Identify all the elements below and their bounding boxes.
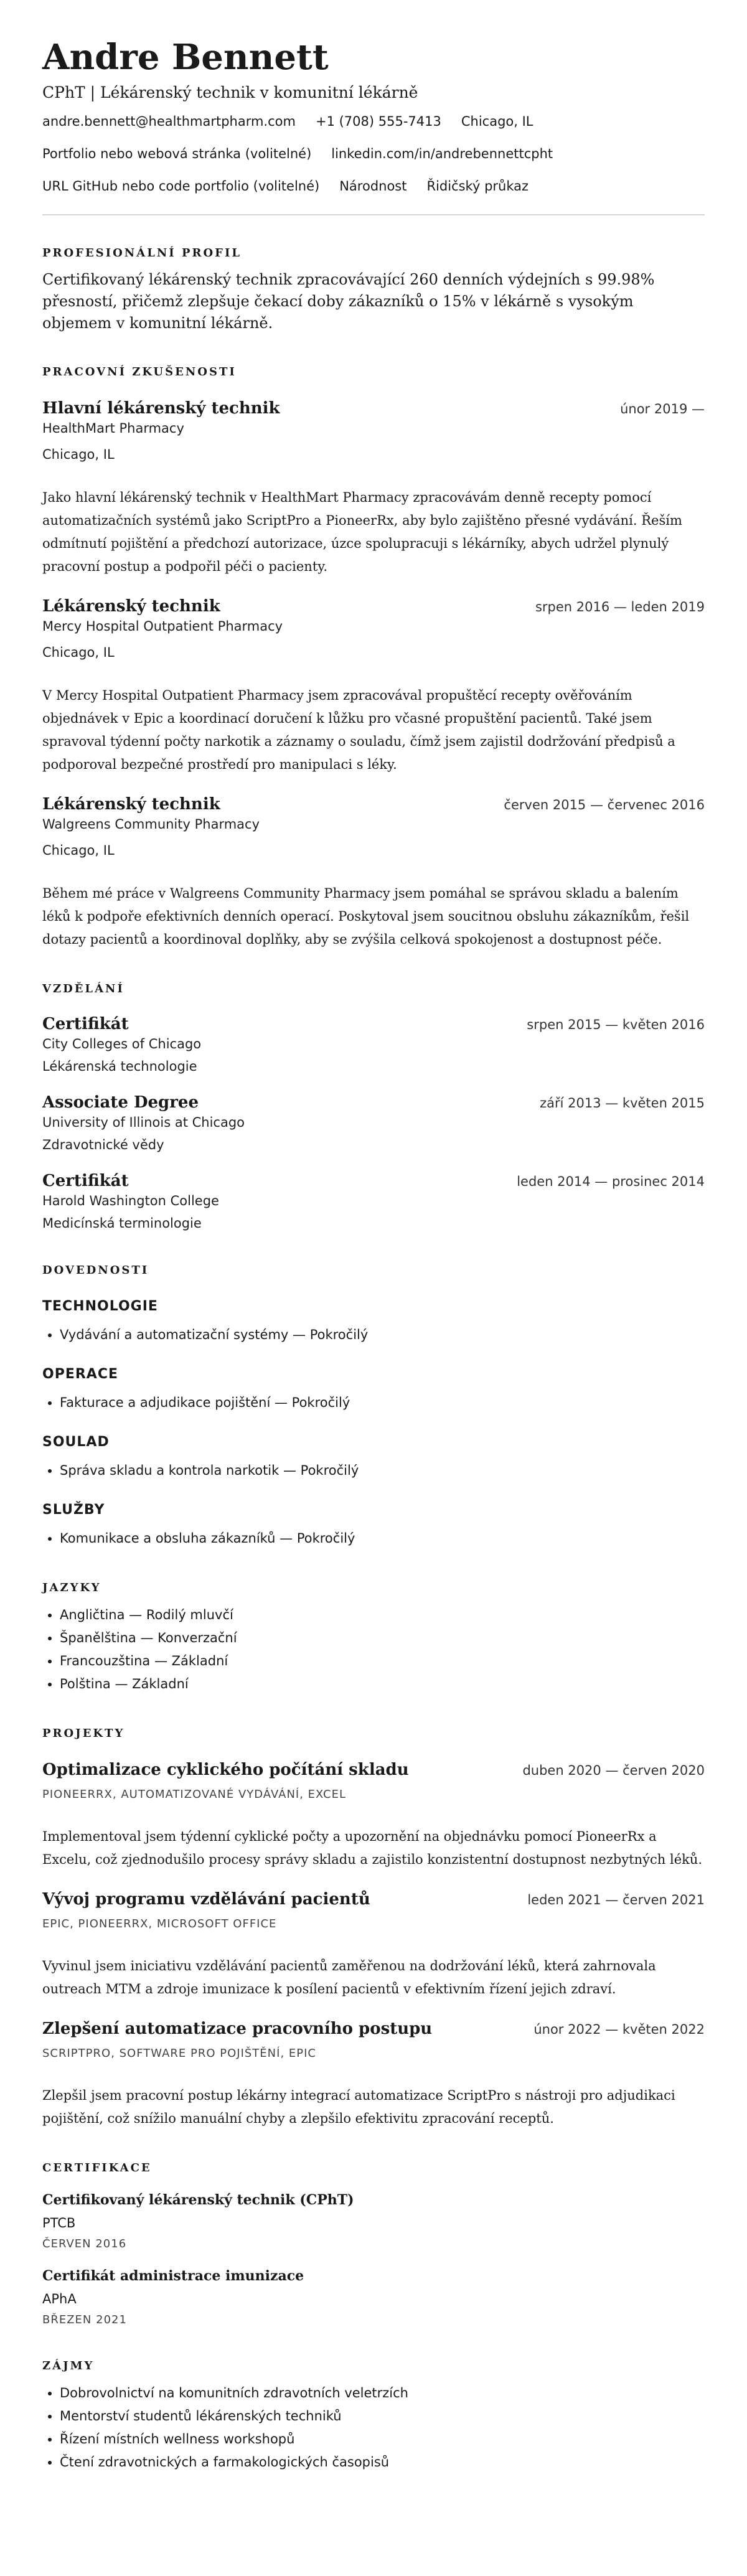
job-location: Chicago, IL xyxy=(42,843,115,858)
contact-portfolio[interactable]: Portfolio nebo webová stránka (volitelné) xyxy=(42,146,312,161)
certification-date: BŘEZEN 2021 xyxy=(42,2313,127,2326)
job-location: Chicago, IL xyxy=(42,645,115,660)
contact-row-2 xyxy=(42,144,705,163)
skill-item: • Správa skladu a kontrola narkotik — Pokročilý xyxy=(60,1459,705,1482)
education-entry xyxy=(42,1013,705,1076)
certification-name: Certifikát administrace imunizace xyxy=(42,2268,304,2284)
job-title: Lékárenský technik xyxy=(42,597,220,616)
education-date: srpen 2015 — květen 2016 xyxy=(527,1017,705,1032)
skill-list xyxy=(42,1459,705,1482)
project-name: Zlepšení automatizace pracovního postupu xyxy=(42,2019,433,2038)
experience-entry xyxy=(42,794,705,951)
skill-item: • Komunikace a obsluha zákazníků — Pokročilý xyxy=(60,1527,705,1550)
interest-item: • Mentorství studentů lékárenských techniků xyxy=(60,2405,705,2428)
skill-list xyxy=(42,1527,705,1550)
project-date: duben 2020 — červen 2020 xyxy=(522,1763,705,1778)
language-item: • Polština — Základní xyxy=(60,1673,705,1696)
contact-github[interactable]: URL GitHub nebo code portfolio (volitelné) xyxy=(42,179,320,194)
skill-category: SOULAD xyxy=(42,1434,110,1450)
certification-entry xyxy=(42,2266,705,2328)
profile-summary: Certifikovaný lékárenský technik zpracovávající 260 denních výdejních s 99.98% přesností, přičemž zlepšuje čekací doby zákazníků o 15% v lékárně s vysokým objemem v komunitní lékárně. xyxy=(42,271,655,332)
job-description: V Mercy Hospital Outpatient Pharmacy jsem zpracovával propuštěcí recepty ověřováním objednávek v Epic a koordinací doručení k lůžku pro včasné propuštění pacientů. Také jsem spravoval týdenní počty narkotik a záznamy o souladu, čímž jsem zajistil dodržování předpisů a podporoval bezpečné prostředí pro manipulaci s léky. xyxy=(42,688,675,772)
contact-location: Chicago, IL xyxy=(461,114,533,129)
contact-email[interactable]: andre.bennett@healthmartpharm.com xyxy=(42,114,296,129)
education-school: City Colleges of Chicago xyxy=(42,1037,202,1051)
job-company: Mercy Hospital Outpatient Pharmacy xyxy=(42,619,283,634)
job-title: Hlavní lékárenský technik xyxy=(42,399,280,418)
job-description: Jako hlavní lékárenský technik v HealthMart Pharmacy zpracovávám denně recepty pomocí automatizačních systémů jako ScriptPro a PioneerRx, aby bylo zajištěno přesné vydávání. Řeším odmítnutí pojištění a předchozí autorizace, úzce spolupracuji s lékárníky, abych udržel plynulý pracovní postup a podpořil péči o pacienty. xyxy=(42,490,682,574)
project-entry xyxy=(42,1889,705,2001)
contact-nationality: Národnost xyxy=(339,179,407,194)
project-tags: PIONEERRX, AUTOMATIZOVANÉ VYDÁVÁNÍ, EXCEL xyxy=(42,1788,347,1801)
project-name: Vývoj programu vzdělávání pacientů xyxy=(42,1890,370,1909)
project-name: Optimalizace cyklického počítání skladu xyxy=(42,1760,409,1779)
contact-linkedin[interactable]: linkedin.com/in/andrebennettcpht xyxy=(331,146,553,161)
experience-entry xyxy=(42,398,705,578)
header-divider xyxy=(42,214,705,215)
education-degree: Certifikát xyxy=(42,1172,129,1190)
job-title: Lékárenský technik xyxy=(42,795,220,814)
education-degree: Certifikát xyxy=(42,1015,129,1033)
skill-list xyxy=(42,1391,705,1414)
certification-entry xyxy=(42,2190,705,2252)
certification-name: Certifikovaný lékárenský technik (CPhT) xyxy=(42,2192,354,2208)
job-date: únor 2019 — xyxy=(620,402,705,416)
language-item: • Angličtina — Rodilý mluvčí xyxy=(60,1604,705,1627)
project-date: únor 2022 — květen 2022 xyxy=(533,2022,705,2037)
interest-item: • Čtení zdravotnických a farmakologických časopisů xyxy=(60,2451,705,2474)
certification-issuer: APhA xyxy=(42,2292,77,2306)
certification-issuer: PTCB xyxy=(42,2216,76,2230)
language-item: • Španělština — Konverzační xyxy=(60,1627,705,1650)
project-entry xyxy=(42,2018,705,2130)
project-description: Implementoval jsem týdenní cyklické počty a upozornění na objednávku pomocí PioneerRx a Excelu, což zjednodušilo procesy správy skladu a zajistilo konzistentní dostupnost nezbytných léků. xyxy=(42,1829,703,1867)
job-location: Chicago, IL xyxy=(42,447,115,462)
education-date: leden 2014 — prosinec 2014 xyxy=(517,1174,705,1189)
education-entry xyxy=(42,1170,705,1233)
section-title-profile: PROFESIONÁLNÍ PROFIL xyxy=(42,247,242,260)
contact-phone[interactable]: +1 (708) 555-7413 xyxy=(315,114,441,129)
job-description: Během mé práce v Walgreens Community Pharmacy jsem pomáhal se správou skladu a balením léků k podpoře efektivních denních operací. Poskytoval jsem soucitnou obsluhu zákazníkům, řešil dotazy pacientů a koordinoval doplňky, aby se zvýšila celková spokojenost a dostupnost péče. xyxy=(42,886,690,947)
education-degree: Associate Degree xyxy=(42,1093,199,1112)
skill-category: TECHNOLOGIE xyxy=(42,1299,158,1314)
interest-list xyxy=(42,2382,705,2474)
interest-item: • Dobrovolnictví na komunitních zdravotních veletrzích xyxy=(60,2382,705,2405)
language-item: • Francouzština — Základní xyxy=(60,1650,705,1673)
education-field: Lékárenská technologie xyxy=(42,1059,197,1074)
interest-item: • Řízení místních wellness workshopů xyxy=(60,2428,705,2451)
job-date: srpen 2016 — leden 2019 xyxy=(535,599,705,614)
section-title-education: VZDĚLÁNÍ xyxy=(42,982,125,995)
skill-item: • Vydávání a automatizační systémy — Pokročilý xyxy=(60,1323,705,1347)
education-school: Harold Washington College xyxy=(42,1193,219,1208)
skill-list xyxy=(42,1323,705,1347)
section-title-skills: DOVEDNOSTI xyxy=(42,1264,149,1277)
project-entry xyxy=(42,1759,705,1871)
job-company: HealthMart Pharmacy xyxy=(42,421,184,436)
section-title-projects: PROJEKTY xyxy=(42,1727,125,1740)
project-date: leden 2021 — červen 2021 xyxy=(527,1892,705,1907)
skill-category: SLUŽBY xyxy=(42,1502,105,1518)
job-company: Walgreens Community Pharmacy xyxy=(42,817,260,832)
language-list xyxy=(42,1604,705,1696)
certification-date: ČERVEN 2016 xyxy=(42,2237,127,2250)
project-description: Vyvinul jsem iniciativu vzdělávání pacientů zaměřenou na dodržování léků, která zahrnovala outreach MTM a zdroje imunizace k posílení pacientů v efektivním řízení jejich zdraví. xyxy=(42,1958,656,1996)
candidate-headline: CPhT | Lékárenský technik v komunitní lékárně xyxy=(42,83,418,101)
education-field: Zdravotnické vědy xyxy=(42,1137,164,1152)
education-field: Medicínská terminologie xyxy=(42,1216,202,1231)
section-title-experience: PRACOVNÍ ZKUŠENOSTI xyxy=(42,365,237,378)
job-date: červen 2015 — červenec 2016 xyxy=(504,797,705,812)
skill-category: OPERACE xyxy=(42,1366,118,1382)
section-title-interests: ZÁJMY xyxy=(42,2359,95,2372)
contact-row-1 xyxy=(42,112,705,131)
candidate-name: Andre Bennett xyxy=(42,37,329,78)
skill-item: • Fakturace a adjudikace pojištění — Pokročilý xyxy=(60,1391,705,1414)
education-entry xyxy=(42,1092,705,1154)
education-date: září 2013 — květen 2015 xyxy=(540,1096,705,1111)
project-description: Zlepšil jsem pracovní postup lékárny integrací automatizace ScriptPro s nástroji pro adjudikaci pojištění, což snížilo manuální chyby a zlepšilo efektivitu zpracování receptů. xyxy=(42,2088,675,2126)
contact-driving-license: Řidičský průkaz xyxy=(426,179,529,194)
project-tags: EPIC, PIONEERRX, MICROSOFT OFFICE xyxy=(42,1917,277,1930)
education-school: University of Illinois at Chicago xyxy=(42,1115,245,1130)
section-title-languages: JAZYKY xyxy=(42,1581,101,1594)
section-title-certifications: CERTIFIKACE xyxy=(42,2161,152,2174)
experience-entry xyxy=(42,596,705,776)
project-tags: SCRIPTPRO, SOFTWARE PRO POJIŠTĚNÍ, EPIC xyxy=(42,2047,316,2060)
contact-row-3 xyxy=(42,177,705,195)
